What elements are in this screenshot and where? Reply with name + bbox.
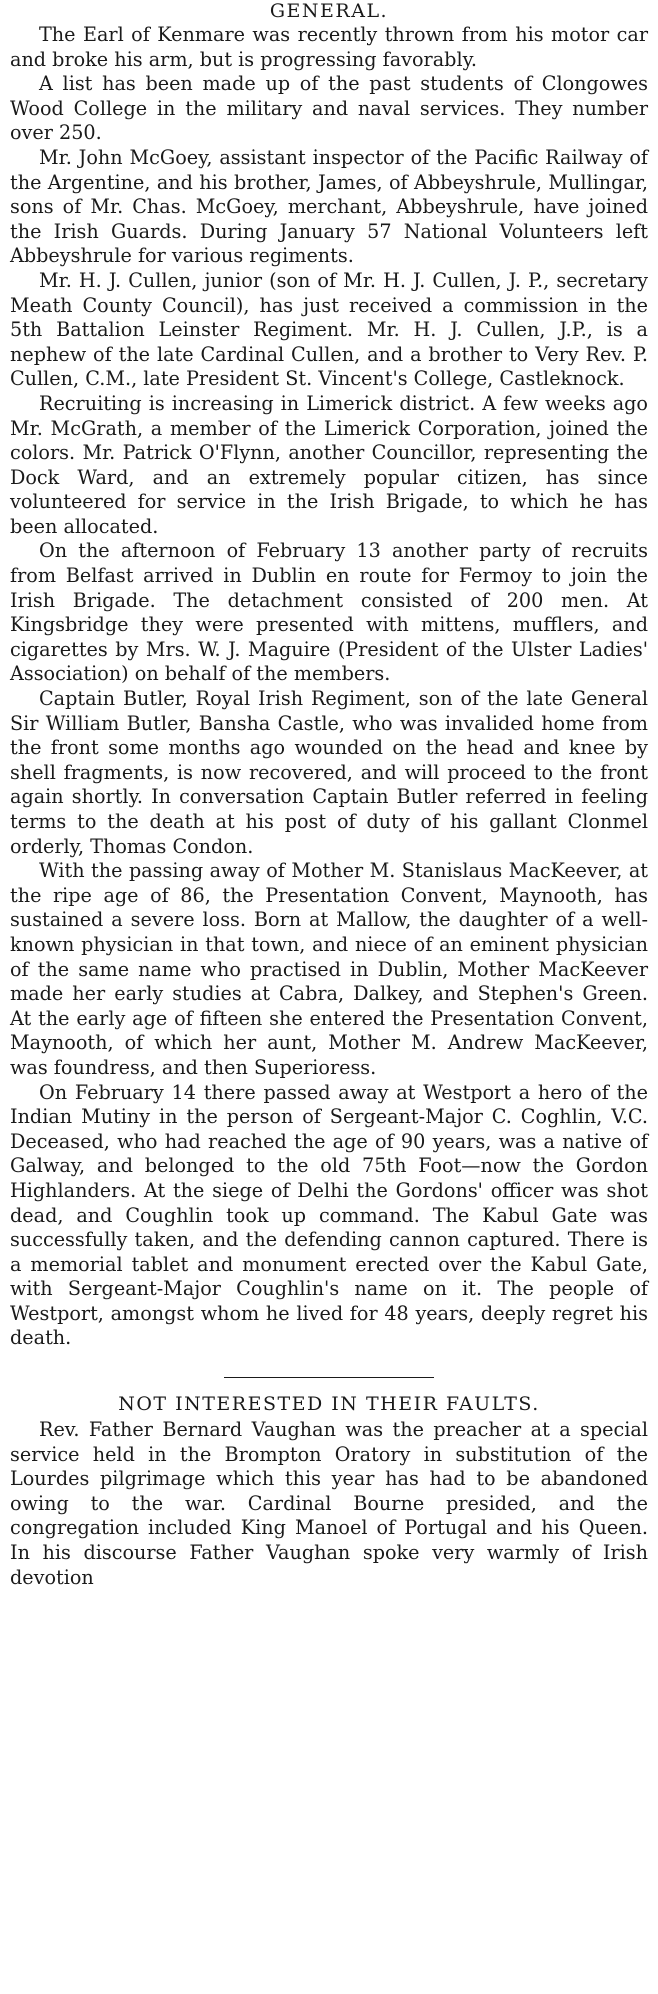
paragraph-kenmare: The Earl of Kenmare was recently thrown from his motor car and broke his arm, but is progressing favorably. (10, 23, 648, 71)
section-divider (224, 1377, 434, 1378)
paragraph-father-vaughan: Rev. Father Bernard Vaughan was the preacher at a special service held in the Brompton Oratory in substitution of the Lourdes pilgrimage which this year has had to be abandoned owing to the war. Cardinal Bourne presided, and the congregation included King Manoel of Portugal and his Queen. In his discourse Father Vaughan spoke very warmly of Irish devotion (10, 1418, 648, 1589)
newspaper-column (10, 0, 648, 1590)
section-headline: GENERAL. (269, 0, 389, 22)
paragraph-clongowes: A list has been made up of the past students of Clongowes Wood College in the military and naval services. They number over 250. (10, 72, 648, 145)
paragraph-limerick-recruiting: Recruiting is increasing in Limerick district. A few weeks ago Mr. McGrath, a member of the Limerick Corporation, joined the colors. Mr. Patrick O'Flynn, another Councillor, representing the Dock Ward, and an extremely popular citizen, has since volunteered for service in the Irish Brigade, to which he has been allocated. (10, 391, 648, 538)
article-headline: NOT INTERESTED IN THEIR FAULTS. (118, 1393, 540, 1416)
paragraph-coghlin: On February 14 there passed away at Westport a hero of the Indian Mutiny in the person of Sergeant-Major C. Coghlin, V.C. Deceased, who had reached the age of 90 years, was a native of Galway, and belonged to the old 75th Foot—now the Gordon Highlanders. At the siege of Delhi the Gordons' officer was shot dead, and Coughlin took up command. The Kabul Gate was successfully taken, and the defending cannon captured. There is a memorial tablet and monument erected over the Kabul Gate, with Sergeant-Major Coughlin's name on it. The people of Westport, amongst whom he lived for 48 years, deeply regret his death. (10, 1080, 648, 1350)
paragraph-mother-mackeever: With the passing away of Mother M. Stanislaus MacKeever, at the ripe age of 86, the Presentation Convent, Maynooth, has sustained a severe loss. Born at Mallow, the daughter of a well-known physician in that town, and niece of an eminent physician of the same name who practised in Dublin, Mother MacKeever made her early studies at Cabra, Dalkey, and Stephen's Green. At the early age of fifteen she entered the Presentation Convent, Maynooth, of which her aunt, Mother M. Andrew MacKeever, was foundress, and then Superioress. (10, 859, 648, 1079)
paragraph-captain-butler: Captain Butler, Royal Irish Regiment, son of the late General Sir William Butler, Bansha Castle, who was invalided home from the front some months ago wounded on the head and knee by shell fragments, is now recovered, and will proceed to the front again shortly. In conversation Captain Butler referred in feeling terms to the death at his post of duty of his gallant Clonmel orderly, Thomas Condon. (10, 687, 648, 858)
paragraph-belfast-recruits: On the afternoon of February 13 another party of recruits from Belfast arrived in Dublin en route for Fermoy to join the Irish Brigade. The detachment consisted of 200 men. At Kingsbridge they were presented with mittens, mufflers, and cigarettes by Mrs. W. J. Maguire (President of the Ulster Ladies' Association) on behalf of the members. (10, 539, 648, 686)
paragraph-mcgoey: Mr. John McGoey, assistant inspector of the Pacific Railway of the Argentine, and his brother, James, of Abbeyshrule, Mullingar, sons of Mr. Chas. McGoey, merchant, Abbeyshrule, have joined the Irish Guards. During January 57 National Volunteers left Abbeyshrule for various regiments. (10, 145, 648, 268)
paragraph-cullen: Mr. H. J. Cullen, junior (son of Mr. H. J. Cullen, J. P., secretary Meath County Council), has just received a commission in the 5th Battalion Leinster Regiment. Mr. H. J. Cullen, J.P., is a nephew of the late Cardinal Cullen, and a brother to Very Rev. P. Cullen, C.M., late President St. Vincent's College, Castleknock. (10, 268, 648, 391)
